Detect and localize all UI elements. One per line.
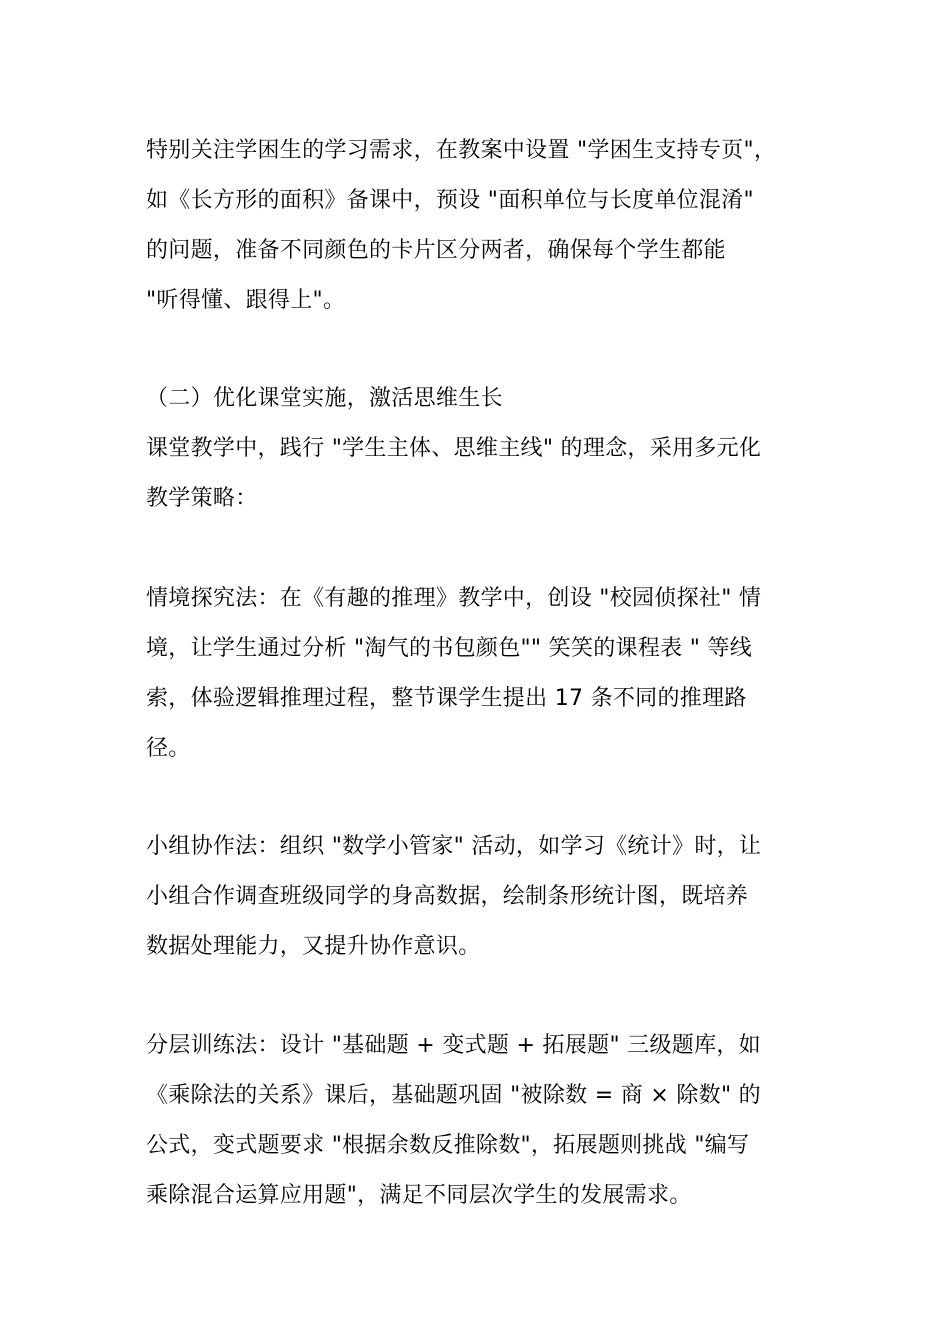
paragraph-4-line-1: 小组协作法：组织 "数学小管家" 活动，如学习《统计》时，让 bbox=[146, 834, 762, 859]
section-heading: （二）优化课堂实施，激活思维生长 bbox=[146, 386, 503, 411]
paragraph-5-line-2: 《乘除法的关系》课后，基础题巩固 "被除数 = 商 × 除数" 的 bbox=[146, 1083, 761, 1108]
paragraph-1-line-4: "听得懂、跟得上"。 bbox=[146, 288, 346, 313]
paragraph-3-line-4: 径。 bbox=[146, 736, 191, 761]
paragraph-1-line-1: 特别关注学困生的学习需求，在教案中设置 "学困生支持专页"， bbox=[146, 138, 777, 163]
paragraph-2-line-2: 教学策略： bbox=[146, 486, 258, 511]
paragraph-4-line-3: 数据处理能力，又提升协作意识。 bbox=[146, 934, 481, 959]
paragraph-5-line-3: 公式，变式题要求 "根据余数反推除数"，拓展题则挑战 "编写 bbox=[146, 1133, 750, 1158]
paragraph-1-line-3: 的问题，准备不同颜色的卡片区分两者，确保每个学生都能 bbox=[146, 238, 726, 263]
paragraph-5-line-4: 乘除混合运算应用题"，满足不同层次学生的发展需求。 bbox=[146, 1183, 692, 1208]
paragraph-3-line-1: 情境探究法：在《有趣的推理》教学中，创设 "校园侦探社" 情 bbox=[146, 586, 762, 611]
paragraph-5-line-1: 分层训练法：设计 "基础题 + 变式题 + 拓展题" 三级题库，如 bbox=[146, 1033, 761, 1058]
paragraph-3-line-2: 境，让学生通过分析 "淘气的书包颜色"" 笑笑的课程表 " 等线 bbox=[146, 636, 753, 661]
paragraph-4-line-2: 小组合作调查班级同学的身高数据，绘制条形统计图，既培养 bbox=[146, 884, 749, 909]
paragraph-3-line-3: 索，体验逻辑推理过程，整节课学生提出 17 条不同的推理路 bbox=[146, 686, 747, 711]
paragraph-2-line-1: 课堂教学中，践行 "学生主体、思维主线" 的理念，采用多元化 bbox=[146, 436, 762, 461]
paragraph-1-line-2: 如《长方形的面积》备课中，预设 "面积单位与长度单位混淆" bbox=[146, 188, 754, 213]
